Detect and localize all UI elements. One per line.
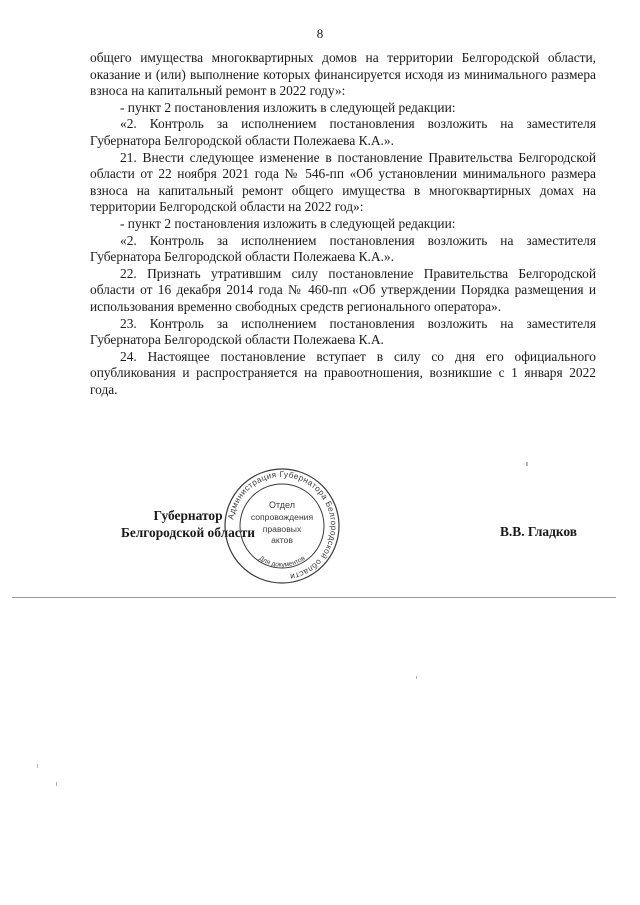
stamp-line: сопровождения	[250, 512, 314, 522]
horizontal-rule	[12, 597, 616, 598]
paragraph: «2. Контроль за исполнением постановления возложить на заместителя Губернатора Белгородской области Полежаева К.А.».	[90, 232, 596, 265]
paragraph: 24. Настоящее постановление вступает в силу со дня его официального опубликования и распространяется на правоотношения, возникшие с 1 января 2022 года.	[90, 348, 596, 397]
stamp-ring-text: Администрация Губернатора Белгородской области	[226, 469, 339, 582]
official-stamp	[222, 466, 342, 586]
stamp-line: Отдел	[268, 500, 296, 510]
stamp-bottom-text: Для документов	[257, 554, 307, 569]
signatory-name: В.В. Гладков	[500, 524, 578, 539]
signatory-title-line2: Белгородской области	[120, 525, 256, 540]
scan-speck	[56, 782, 57, 786]
scan-speck	[526, 462, 528, 466]
signatory-title-line1: Губернатор	[153, 508, 223, 523]
paragraph: 23. Контроль за исполнением постановления возложить на заместителя Губернатора Белгородской области Полежаева К.А.	[90, 315, 596, 348]
page-number: 8	[316, 26, 324, 41]
stamp-line: актов	[271, 535, 293, 545]
document-body	[90, 50, 596, 398]
paragraph: - пункт 2 постановления изложить в следующей редакции:	[120, 215, 456, 231]
paragraph: общего имущества многоквартирных домов на территории Белгородской области, оказание и (или) выполнение которых финансируется исходя из минимального размера взноса на капитальный ремонт в 2022 году»:	[90, 50, 596, 99]
paragraph: 22. Признать утратившим силу постановление Правительства Белгородской области от 16 декабря 2014 года № 460-пп «Об утверждении Порядка размещения и использования временно свободных средств регионального оператора».	[90, 265, 596, 314]
paragraph: 21. Внести следующее изменение в постановление Правительства Белгородской области от 22 ноября 2021 года № 546-пп «Об установлении минимального размера взноса на капитальный ремонт общего имущества в многоквартирных домах на территории Белгородской области на 2022 год»:	[90, 149, 596, 215]
paragraph: «2. Контроль за исполнением постановления возложить на заместителя Губернатора Белгородской области Полежаева К.А.».	[90, 116, 596, 148]
scan-speck	[37, 764, 38, 768]
paragraph: - пункт 2 постановления изложить в следующей редакции:	[120, 99, 456, 115]
scan-speck	[416, 676, 417, 679]
stamp-line: правовых	[262, 524, 302, 534]
